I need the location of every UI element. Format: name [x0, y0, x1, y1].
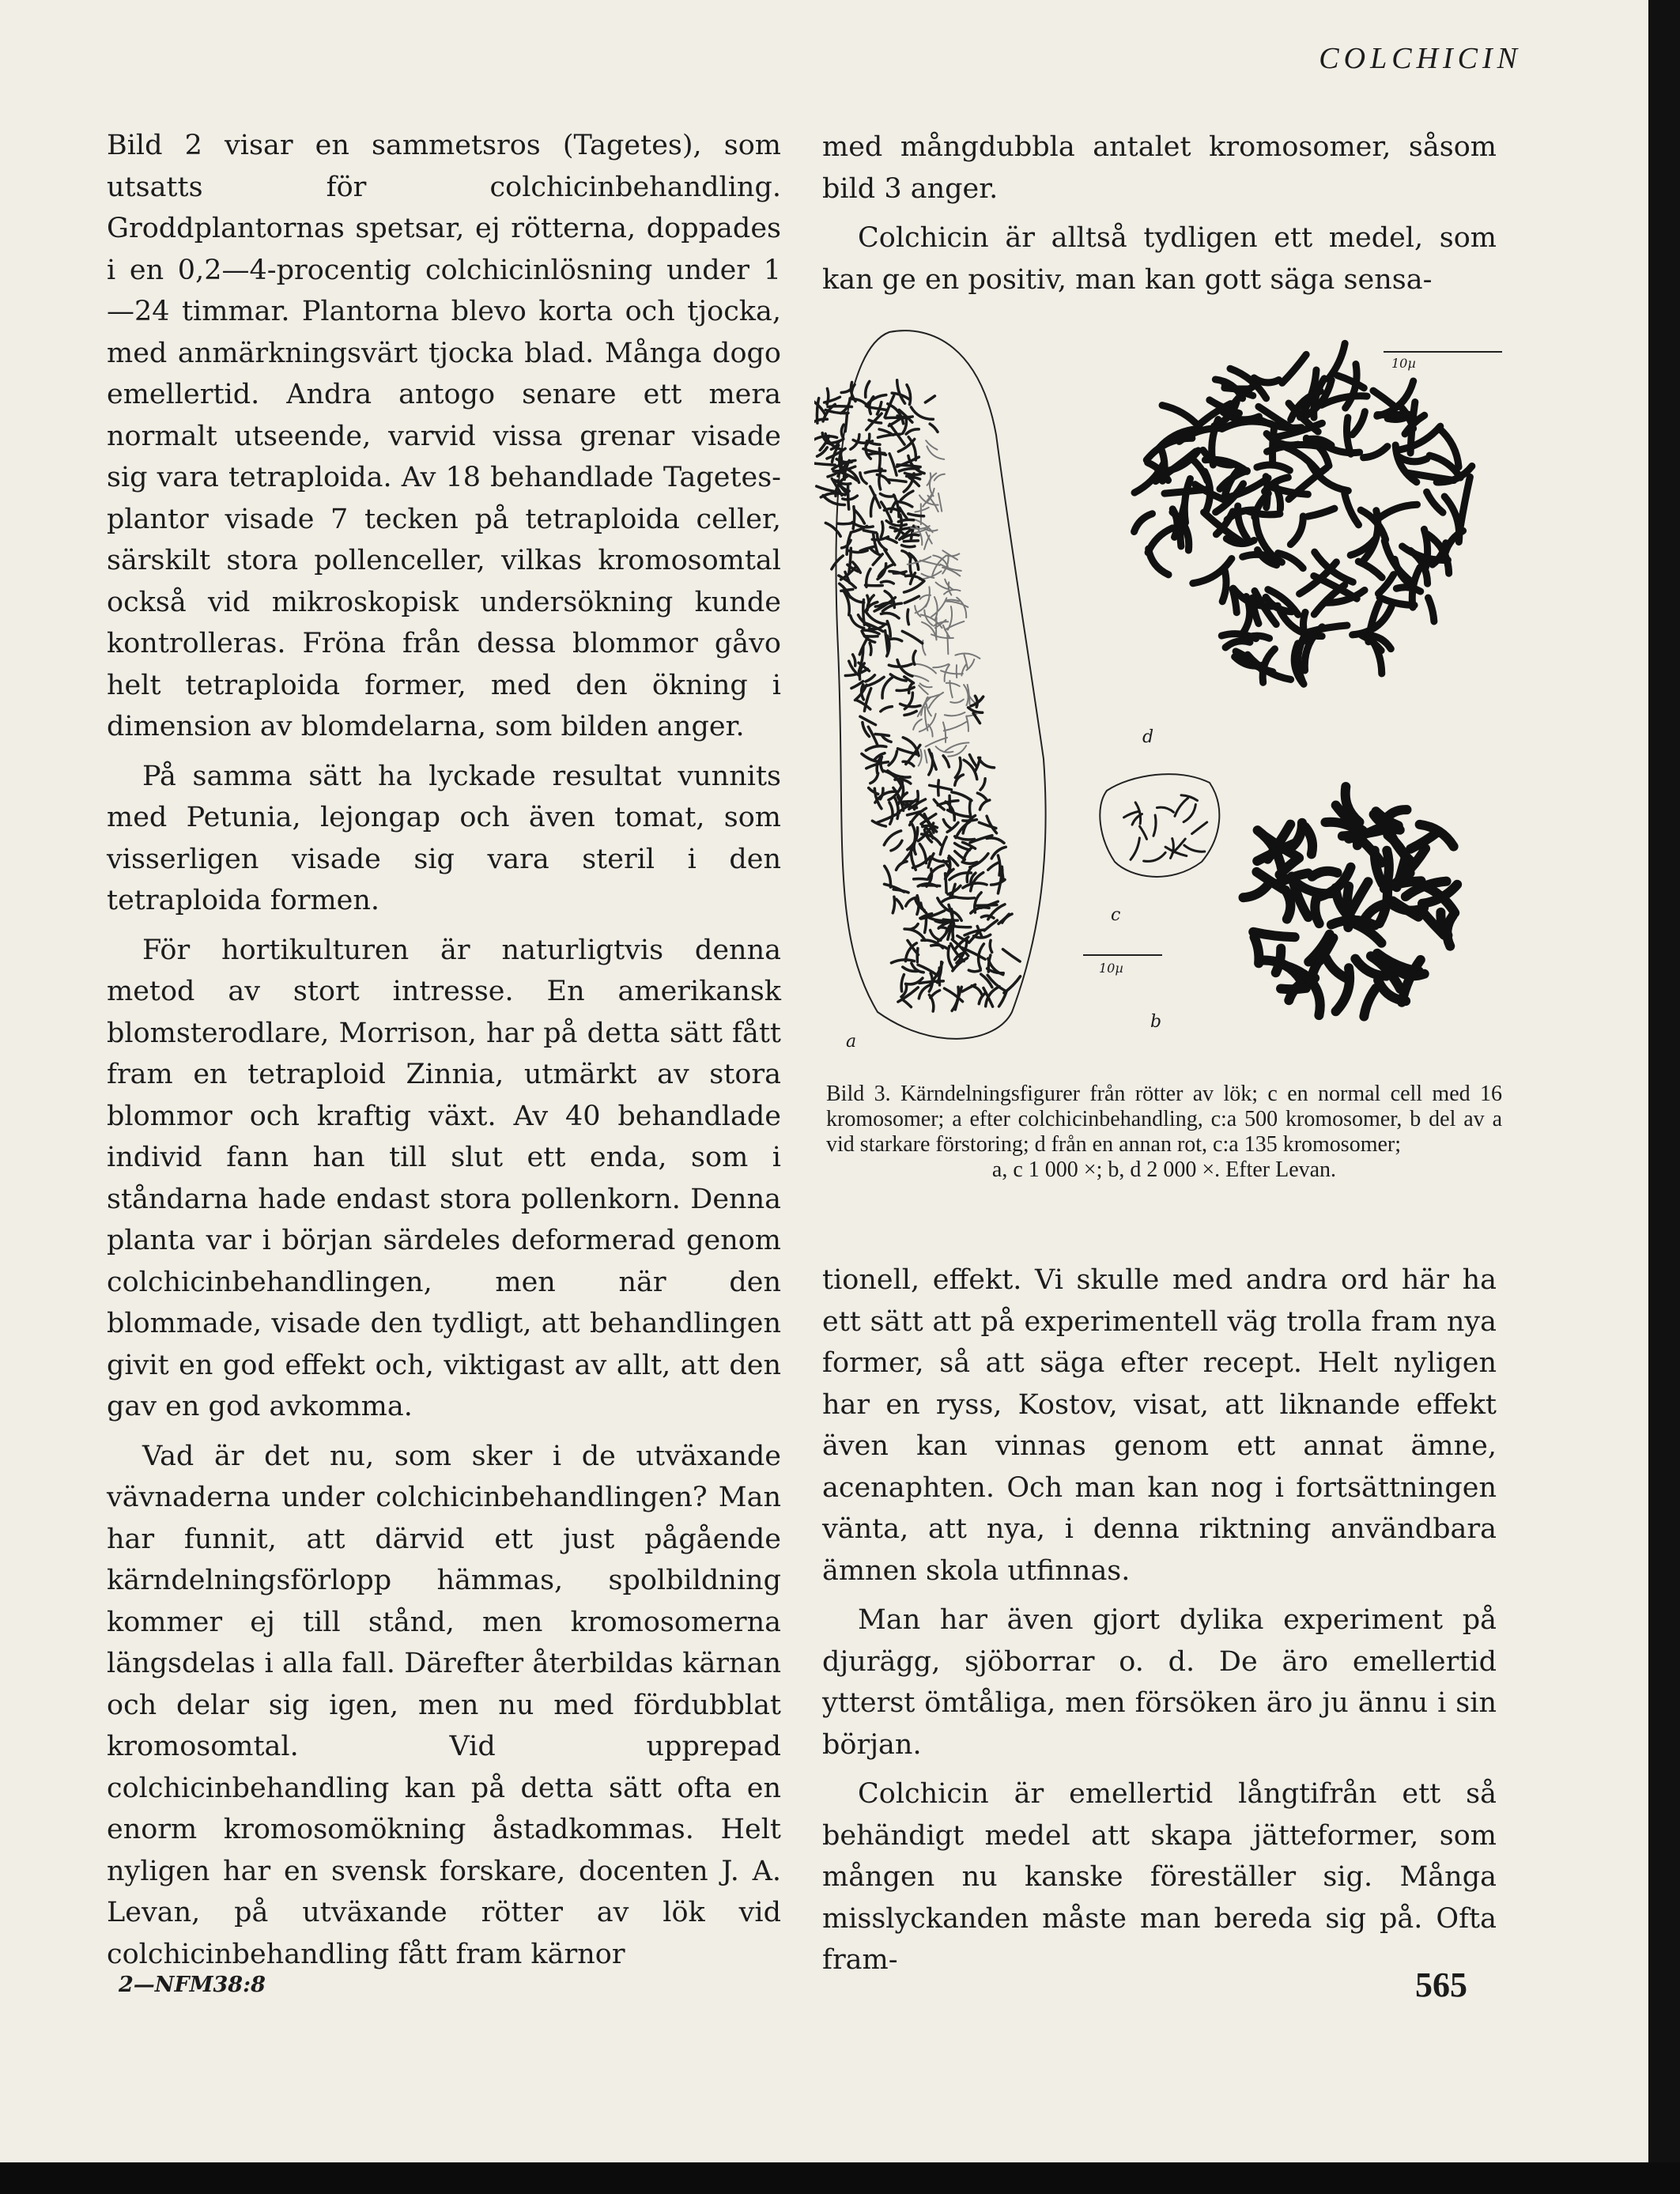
chromosome-stroke [902, 631, 922, 643]
paragraph: med mångdubbla antalet kromosomer, såsom bild 3 anger. [822, 131, 1497, 205]
right-column-bottom [822, 1259, 1497, 1981]
chromosome-stroke [918, 965, 938, 976]
page-number: 565 [1415, 1966, 1467, 2004]
chromosome-stroke [814, 463, 835, 465]
chromosome-stroke [866, 675, 875, 682]
chromosome-stroke [948, 810, 972, 818]
chromosome-stroke [920, 683, 932, 687]
chromosome-stroke [934, 474, 945, 481]
chromosome-stroke [913, 664, 936, 674]
chromosome-stroke [952, 926, 971, 927]
chromosome-stroke [1373, 391, 1393, 406]
chromosome-stroke [863, 630, 879, 634]
chromosome-stroke [925, 750, 927, 763]
chromosome-stroke [882, 678, 893, 698]
chromosome-stroke [913, 719, 922, 730]
chromosome-stroke [825, 397, 840, 402]
chromosome-stroke [952, 884, 955, 896]
chromosome-stroke [914, 879, 927, 880]
chromosome-stroke [879, 469, 882, 489]
paragraph: På samma sätt ha lyckade resultat vunnits med Petunia, lejongap och även tomat, som visserligen visade sig vara steril i den tetraploida formen. [107, 760, 781, 916]
chromosome-stroke [889, 802, 893, 824]
paragraph: För hortikulturen är naturligtvis denna metod av stort intresse. En amerikansk blomsterodlare, Morrison, har på detta sätt fått fram en tetraploid Zinnia, utmärkt av stora blommor och kraftig växt. Av 40 behandlade individ fann han till slut ett enda, som i ståndarna hade endast stora pollenkorn. Denna planta var i början särdeles deformerad genom colchicinbehandlingen, men när den blommade, visade den tydligt, att behandlingen givit en god effekt och, viktigast av allt, att den gav en god avkomma. [107, 934, 781, 1422]
chromosome-stroke [943, 756, 949, 767]
chromosome-stroke [897, 380, 905, 403]
chromosome-stroke [823, 496, 844, 505]
chromosome-stroke [966, 717, 968, 731]
chromosome-stroke [914, 839, 916, 855]
chromosome-stroke [1131, 838, 1139, 859]
chromosome-stroke [933, 664, 949, 667]
chromosome-stroke [1192, 822, 1207, 834]
chromosome-stroke [984, 920, 997, 931]
chromosome-stroke [1346, 364, 1357, 409]
chromosome-stroke [904, 473, 920, 474]
chromosome-stroke [866, 585, 883, 586]
chromosome-stroke [852, 399, 869, 408]
chromosome-stroke [898, 502, 912, 507]
chromosome-stroke [972, 986, 982, 996]
chromosome-stroke [1308, 508, 1335, 516]
chromosome-stroke [931, 598, 946, 617]
chromosome-stroke [897, 659, 912, 676]
chromosome-stroke [1427, 492, 1443, 512]
chromosome-stroke [962, 984, 976, 991]
chromosome-stroke [941, 670, 963, 674]
chromosome-stroke [1254, 378, 1278, 383]
chromosome-stroke [970, 854, 988, 867]
chromosome-stroke [929, 693, 943, 708]
paragraph: tionell, effekt. Vi skulle med andra ord här ha ett sätt att på experimentell väg trolla fram nya former, så att säga efter recept. Helt nyligen har en ryss, Kostov, visat, att liknande effekt även kan vinnas genom ett annat ämne, acenaphten. Och man kan nog i fortsättningen vänta, att nya, i denna riktning användbara ämnen skola utfinnas. [822, 1264, 1497, 1587]
chromosome-stroke [1305, 827, 1312, 855]
chromosome-stroke [926, 738, 947, 746]
chromosome-stroke [998, 855, 1000, 875]
chromosome-stroke [1396, 426, 1440, 450]
chromosome-stroke [1162, 406, 1199, 427]
chromosome-stroke [1345, 493, 1359, 525]
chromosome-stroke [969, 799, 970, 814]
chromosome-stroke [1282, 354, 1306, 383]
chromosome-stroke [1257, 465, 1290, 470]
chromosome-stroke [902, 999, 911, 1006]
chromosome-stroke [866, 746, 886, 751]
chromosome-stroke [901, 546, 915, 547]
chromosome-stroke [980, 779, 985, 790]
chromosome-stroke [1410, 832, 1438, 849]
chromosome-stroke [1139, 826, 1146, 839]
chromosome-stroke [845, 413, 847, 432]
chromosome-stroke [925, 396, 934, 402]
chromosome-stroke [988, 863, 999, 870]
chromosome-stroke [945, 712, 965, 716]
caption-line: a, c 1 000 ×; b, d 2 000 ×. Efter Levan. [991, 1157, 1337, 1182]
chromosome-stroke [901, 975, 904, 991]
chromosome-stroke [990, 940, 991, 952]
chromosome-stroke [1233, 589, 1236, 613]
chromosome-stroke [856, 700, 870, 709]
chromosome-stroke [1380, 504, 1417, 518]
chromosome-stroke [881, 614, 899, 618]
chromosome-stroke [934, 597, 938, 619]
scale-label-mid: 10µ [1099, 961, 1123, 976]
chromosome-stroke [1315, 895, 1319, 923]
chromosome-stroke [1246, 511, 1280, 515]
chromosome-stroke [893, 897, 894, 912]
chromosome-stroke [898, 519, 913, 522]
chromosome-stroke [1321, 444, 1359, 453]
chromosome-stroke [887, 621, 890, 636]
chromosome-stroke [879, 429, 893, 435]
chromosome-stroke [897, 899, 903, 908]
label-a: a [846, 1032, 857, 1052]
chromosome-stroke [904, 929, 925, 940]
chromosome-stroke [913, 651, 916, 664]
chromosome-stroke [848, 485, 849, 509]
chromosome-stroke [889, 751, 897, 765]
chromosome-stroke [881, 581, 893, 583]
chromosome-stroke [930, 424, 938, 432]
chromosome-stroke [947, 633, 948, 655]
chromosome-stroke [865, 470, 885, 473]
chromosome-stroke [1244, 886, 1268, 897]
chromosome-stroke [915, 508, 928, 512]
chromosome-stroke [931, 634, 953, 638]
chromosome-stroke [961, 665, 965, 676]
chromosome-stroke [962, 862, 977, 863]
chromosome-stroke [931, 930, 941, 940]
chromosome-stroke [938, 493, 942, 512]
chromosome-stroke [904, 711, 916, 715]
chromosome-stroke [955, 653, 980, 658]
chromosome-stroke [955, 757, 961, 777]
chromosome-stroke [1184, 804, 1195, 821]
chromosome-stroke [929, 995, 933, 1011]
chromosome-stroke [881, 707, 893, 712]
chromosome-stroke [1148, 528, 1172, 553]
chromosome-stroke [860, 473, 866, 484]
chromosome-stroke [1364, 447, 1387, 458]
scale-label-top: 10µ [1391, 356, 1416, 371]
scan-border [0, 2162, 1680, 2194]
chromosome-stroke [1175, 798, 1188, 816]
chromosome-stroke [976, 905, 997, 906]
chromosome-stroke [817, 486, 836, 492]
chromosome-stroke [1281, 988, 1306, 989]
chromosome-stroke [897, 687, 914, 690]
paragraph: Bild 2 visar en sammetsros (Tagetes), som utsatts för colchicinbehandling. Groddplantornas spetsar, ej rötterna, doppades i en 0,2—4-procentig colchicinlösning under 1—24 timmar. Plantorna blevo korta och tjocka, med anmärkningsvärt tjocka blad. Många dogo emellertid. Andra antogo senare ett mera normalt utseende, varvid vissa grenar visade sig vara tetraploida. Av 18 behandlade Tagetes-plantor visade 7 tecken på tetraploida celler, särskilt stora pollenceller, vilkas kromosomtal också vid mikroskopisk undersökning kunde kontrolleras. Fröna från dessa blommor gåvo helt tetraploida former, med den ökning i dimension av blomdelarna, som bilden anger. [107, 130, 781, 742]
chromosome-stroke [889, 454, 897, 475]
chromosome-stroke [910, 557, 912, 576]
chromosome-stroke [906, 429, 919, 434]
chromosome-stroke [919, 571, 942, 580]
chromosome-stroke [1222, 421, 1271, 429]
chromosome-stroke [1308, 625, 1347, 632]
chromosome-stroke [991, 880, 1006, 885]
chromosome-stroke [928, 854, 934, 867]
paragraph: Man har även gjort dylika experiment på djurägg, sjöborrar o. d. De äro emellertid ytterst ömtåliga, men försöken äro ju ännu i sin början. [822, 1604, 1497, 1761]
paragraph: Colchicin är emellertid långtifrån ett så behändigt medel att skapa jätteformer, som mången nu kanske föreställer sig. Många misslyckanden måste man bereda sig på. Ofta fram- [822, 1778, 1497, 1976]
chromosome-stroke [863, 599, 865, 625]
chromosome-stroke [896, 862, 907, 870]
chromosome-stroke [832, 556, 843, 569]
chromosome-stroke [866, 381, 870, 397]
chromosome-stroke [1181, 795, 1197, 801]
chromosome-stroke [1134, 514, 1153, 532]
label-b: b [1150, 1012, 1162, 1032]
chromosome-stroke [1364, 988, 1376, 1016]
chromosome-stroke [968, 708, 983, 712]
chromosome-stroke [904, 581, 923, 592]
chromosome-stroke [1396, 587, 1420, 591]
chromosome-stroke [841, 425, 844, 438]
chromosome-stroke [905, 576, 923, 580]
chromosome-stroke [967, 659, 975, 670]
chromosome-stroke [1255, 937, 1259, 963]
chromosome-stroke [1290, 516, 1303, 545]
chromosome-stroke [1428, 598, 1433, 621]
chromosome-stroke [1002, 950, 1020, 961]
chromosome-stroke [1312, 871, 1338, 877]
chromosome-stroke [952, 792, 972, 801]
label-d: d [1142, 727, 1154, 747]
chromosome-stroke [968, 970, 980, 972]
chromosome-stroke [950, 896, 974, 898]
right-column-top [822, 127, 1497, 300]
chromosome-stroke [907, 385, 911, 405]
chromosome-stroke [1310, 980, 1320, 1015]
chromosome-stroke [944, 590, 960, 595]
chromosome-stroke [1180, 504, 1184, 546]
chromosome-stroke [1399, 457, 1427, 462]
paragraph: Colchicin är alltså tydligen ett medel, som kan ge en positiv, man kan gott säga sensa- [822, 222, 1497, 296]
chromosome-stroke [877, 813, 900, 823]
chromosome-stroke [911, 407, 933, 419]
chromosome-stroke [950, 699, 964, 702]
chromosome-stroke [1276, 949, 1282, 973]
chromosome-stroke [884, 831, 900, 845]
chromosome-stroke [908, 610, 909, 625]
chromosome-stroke [987, 838, 1004, 843]
chromosome-stroke [904, 596, 919, 602]
chromosome-stroke [938, 780, 939, 795]
chromosome-stroke [1144, 852, 1166, 861]
chromosome-stroke [881, 522, 883, 537]
chromosome-stroke [949, 795, 950, 810]
chromosome-stroke [930, 785, 952, 789]
chromosome-stroke [843, 496, 858, 500]
chromosome-stroke [870, 643, 871, 655]
chromosome-stroke [904, 541, 918, 542]
running-title: COLCHICIN [1319, 42, 1522, 75]
chromosome-stroke [1184, 845, 1205, 852]
chromosome-stroke [853, 507, 855, 529]
chromosome-stroke [853, 655, 855, 666]
paragraph: Vad är det nu, som sker i de utväxande vävnaderna under colchicinbehandlingen? Man har funnit, att därvid ett just pågående kärndelningsförlopp hämmas, spolbildning kommer ej till stånd, men kromosomerna längsdelas i alla fall. Därefter återbildas kärnan och delar sig igen, men nu med fördubblat kromosomtal. Vid upprepad colchicinbehandling kan på detta sätt ofta en enorm kromosomökning åstadkommas. Helt nyligen har en svensk forskare, docenten J. A. Levan, på utväxande rötter av lök vid colchicinbehandling fått fram kärnor [107, 1440, 781, 1970]
chromosome-stroke [888, 771, 910, 777]
figure-caption [826, 1082, 1502, 1183]
chromosome-stroke [1460, 477, 1470, 527]
chromosome-stroke [973, 713, 980, 723]
chromosome-figure [814, 316, 1510, 1052]
chromosome-stroke [870, 773, 878, 784]
chromosome-stroke [1353, 412, 1365, 435]
chromosome-stroke [1153, 815, 1156, 836]
chromosome-stroke [946, 683, 960, 686]
chromosome-stroke [999, 991, 1007, 1006]
chromosome-stroke [977, 793, 987, 801]
chromosome-stroke [899, 469, 918, 471]
chromosome-stroke [1225, 641, 1250, 648]
chromosome-drawing [814, 316, 1510, 1052]
printer-signature: 2—NFM38:8 [119, 1973, 266, 1997]
chromosome-stroke [870, 397, 874, 414]
label-c: c [1111, 905, 1121, 925]
chromosome-stroke [1157, 807, 1173, 812]
chromosome-stroke [870, 495, 874, 516]
chromosome-stroke [889, 639, 902, 641]
chromosome-stroke [889, 419, 900, 426]
chromosome-stroke [855, 510, 865, 523]
chromosome-stroke [980, 800, 989, 810]
chromosome-stroke [875, 734, 889, 736]
chromosome-stroke [963, 883, 987, 888]
chromosome-stroke [879, 448, 880, 469]
left-column [107, 125, 781, 1975]
chromosome-stroke [944, 722, 967, 731]
chromosome-stroke [891, 840, 902, 851]
chromosome-stroke [979, 822, 996, 828]
chromosome-stroke [1331, 920, 1375, 926]
chromosome-stroke [979, 757, 995, 768]
chromosome-stroke [1285, 890, 1290, 920]
caption-line: Bild 3. Kärndelningsfigurer från rötter av lök; c en normal cell med 16 kromosomer; a efter colchicinbehandling, c:a 500 kromosomer, b del av a vid starkare förstoring; d från en annan rot, c:a 135 kromosomer; [826, 1082, 1502, 1157]
chromosome-stroke [1171, 839, 1174, 859]
chromosome-stroke [1358, 561, 1382, 577]
chromosome-stroke [1253, 932, 1295, 938]
chromosome-stroke [943, 820, 951, 829]
